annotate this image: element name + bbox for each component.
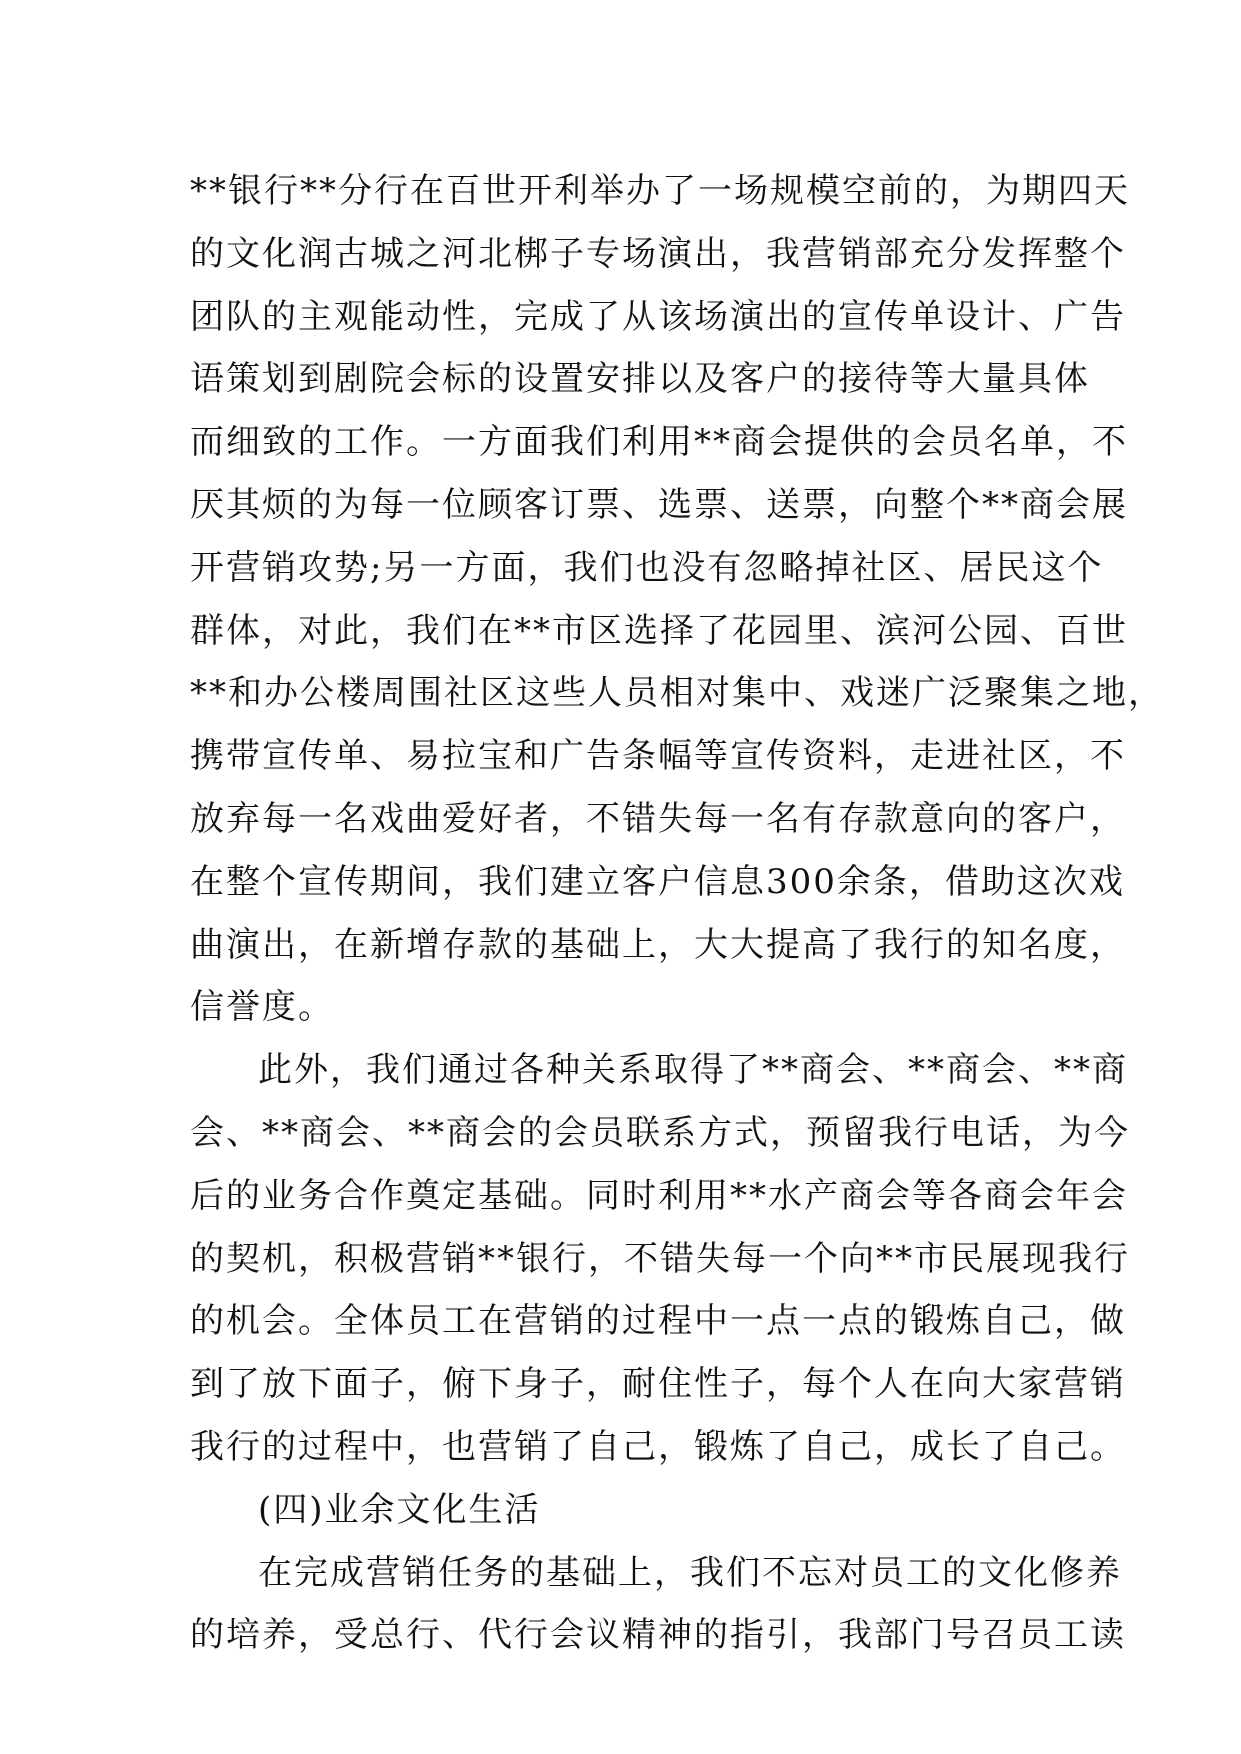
paragraph-1 [190, 160, 1164, 1039]
paragraph-line: 团队的主观能动性，完成了从该场演出的宣传单设计、广告 [190, 296, 1126, 337]
paragraph-line: 曲演出，在新增存款的基础上，大大提高了我行的知名度， [190, 924, 1126, 965]
paragraph-line: 而细致的工作。一方面我们利用**商会提供的会员名单，不 [190, 422, 1128, 463]
document-body [190, 160, 1164, 1667]
paragraph-line: 开营销攻势;另一方面，我们也没有忽略掉社区、居民这个 [190, 547, 1104, 588]
paragraph-line: 的文化润古城之河北梆子专场演出，我营销部充分发挥整个 [190, 233, 1126, 274]
section-heading-text: (四)业余文化生活 [258, 1489, 541, 1530]
paragraph-line: 我行的过程中，也营销了自己，锻炼了自己，成长了自己。 [190, 1426, 1126, 1467]
paragraph-line: **和办公楼周围社区这些人员相对集中、戏迷广泛聚集之地， [190, 673, 1164, 714]
paragraph-2 [190, 1039, 1130, 1479]
paragraph-line: 语策划到剧院会标的设置安排以及客户的接待等大量具体 [190, 359, 1090, 400]
paragraph-line: 信誉度。 [190, 987, 334, 1028]
paragraph-line: 到了放下面子，俯下身子，耐住性子，每个人在向大家营销 [190, 1364, 1126, 1405]
paragraph-line: 此外，我们通过各种关系取得了**商会、**商会、**商 [258, 1050, 1128, 1091]
paragraph-line: **银行**分行在百世开利举办了一场规模空前的，为期四天 [190, 171, 1130, 211]
paragraph-line: 放弃每一名戏曲爱好者，不错失每一名有存款意向的客户， [190, 798, 1126, 839]
paragraph-line: 群体，对此，我们在**市区选择了花园里、滨河公园、百世 [190, 610, 1128, 651]
paragraph-line: 的机会。全体员工在营销的过程中一点一点的锻炼自己，做 [190, 1301, 1126, 1342]
section-heading [190, 1479, 1050, 1542]
paragraph-line: 会、**商会、**商会的会员联系方式，预留我行电话，为今 [190, 1112, 1130, 1153]
paragraph-line: 后的业务合作奠定基础。同时利用**水产商会等各商会年会 [190, 1175, 1128, 1216]
paragraph-line: 的契机，积极营销**银行，不错失每一个向**市民展现我行 [190, 1238, 1130, 1279]
paragraph-line: 厌其烦的为每一位顾客订票、选票、送票，向整个**商会展 [190, 484, 1128, 525]
paragraph-3 [190, 1542, 1126, 1668]
paragraph-line: 在完成营销任务的基础上，我们不忘对员工的文化修养 [258, 1552, 1122, 1593]
paragraph-line: 在整个宣传期间，我们建立客户信息300余条，借助这次戏 [190, 861, 1125, 902]
paragraph-line: 的培养，受总行、代行会议精神的指引，我部门号召员工读 [190, 1615, 1126, 1656]
paragraph-line: 携带宣传单、易拉宝和广告条幅等宣传资料，走进社区，不 [190, 736, 1126, 777]
